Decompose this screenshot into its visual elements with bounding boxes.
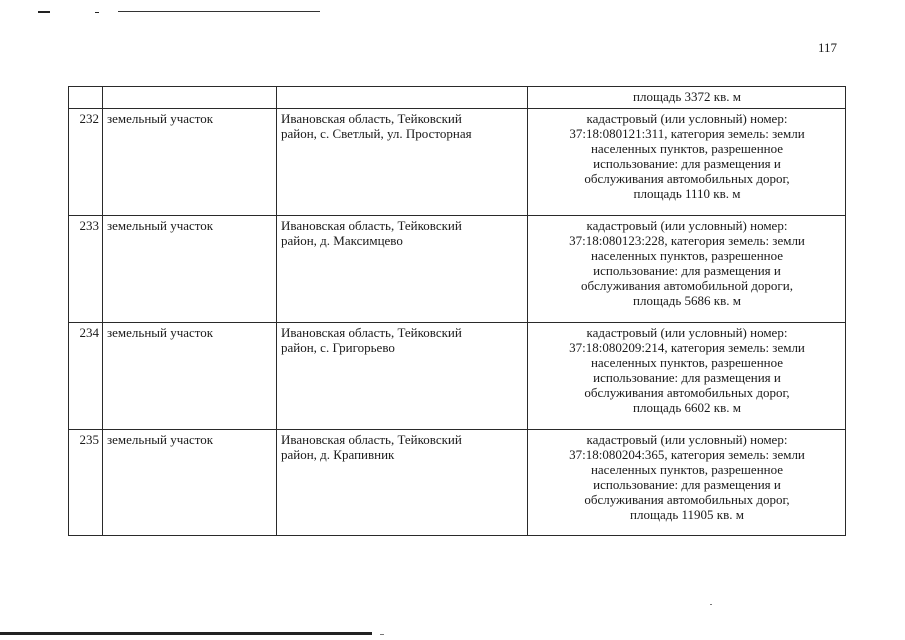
address-line: район, с. Светлый, ул. Просторная [281, 126, 472, 141]
address-line: Ивановская область, Тейковский [281, 218, 462, 233]
cell-address [277, 109, 528, 216]
cell-type: земельный участок [103, 430, 277, 536]
address-line: Ивановская область, Тейковский [281, 432, 462, 447]
description-line: кадастровый (или условный) номер: [586, 432, 788, 447]
cell-description [528, 87, 846, 109]
land-registry-table [68, 86, 846, 536]
cell-description [528, 216, 846, 323]
cell-number: 233 [69, 216, 103, 323]
scan-artifact-bottom [0, 632, 372, 635]
description-line: кадастровый (или условный) номер: [586, 218, 788, 233]
scan-artifact-top-line [118, 11, 320, 12]
cell-type: земельный участок [103, 216, 277, 323]
address-line: район, д. Крапивник [281, 447, 395, 462]
address-line: Ивановская область, Тейковский [281, 111, 462, 126]
cell-description [528, 323, 846, 430]
cell-number: 235 [69, 430, 103, 536]
description-line: населенных пунктов, разрешенное [590, 462, 784, 477]
cell-address [277, 430, 528, 536]
scan-artifact-speck [710, 604, 712, 605]
description-line: обслуживания автомобильной дороги, [581, 278, 793, 293]
description-line: использование: для размещения и [593, 370, 781, 385]
scan-artifact-top [38, 11, 50, 13]
description-line: кадастровый (или условный) номер: [586, 111, 788, 126]
description-line: 37:18:080204:365, категория земель: земли [569, 447, 805, 462]
cell-address [277, 323, 528, 430]
cell-description [528, 109, 846, 216]
address-line: район, с. Григорьево [281, 340, 395, 355]
description-line: обслуживания автомобильных дорог, [584, 171, 790, 186]
description-line: площадь 11905 кв. м [630, 507, 744, 522]
address-line: район, д. Максимцево [281, 233, 403, 248]
description-line: 37:18:080121:311, категория земель: земли [569, 126, 805, 141]
cell-address [277, 216, 528, 323]
scan-artifact-top-dot [95, 12, 99, 13]
cell-number: 234 [69, 323, 103, 430]
description-line: площадь 6602 кв. м [633, 400, 741, 415]
table-row [69, 216, 846, 323]
description-line: населенных пунктов, разрешенное [590, 248, 784, 263]
cell-number: 232 [69, 109, 103, 216]
description-line: 37:18:080123:228, категория земель: земли [569, 233, 805, 248]
page-number: 117 [818, 40, 838, 55]
description-line: площадь 1110 кв. м [633, 186, 741, 201]
description-line: обслуживания автомобильных дорог, [584, 492, 790, 507]
description-line: населенных пунктов, разрешенное [590, 141, 784, 156]
description-line: площадь 3372 кв. м [633, 89, 741, 104]
cell-number [69, 87, 103, 109]
description-line: использование: для размещения и [593, 156, 781, 171]
cell-type: земельный участок [103, 109, 277, 216]
description-line: использование: для размещения и [593, 263, 781, 278]
description-line: обслуживания автомобильных дорог, [584, 385, 790, 400]
cell-description [528, 430, 846, 536]
table-row [69, 430, 846, 536]
table-row [69, 323, 846, 430]
cell-type [103, 87, 277, 109]
scan-artifact-speck [380, 634, 384, 635]
description-line: кадастровый (или условный) номер: [586, 325, 788, 340]
cell-address [277, 87, 528, 109]
description-line: 37:18:080209:214, категория земель: земли [569, 340, 805, 355]
description-line: использование: для размещения и [593, 477, 781, 492]
table-row-continuation [69, 87, 846, 109]
description-line: площадь 5686 кв. м [633, 293, 741, 308]
cell-type: земельный участок [103, 323, 277, 430]
address-line: Ивановская область, Тейковский [281, 325, 462, 340]
description-line: населенных пунктов, разрешенное [590, 355, 784, 370]
table-row [69, 109, 846, 216]
